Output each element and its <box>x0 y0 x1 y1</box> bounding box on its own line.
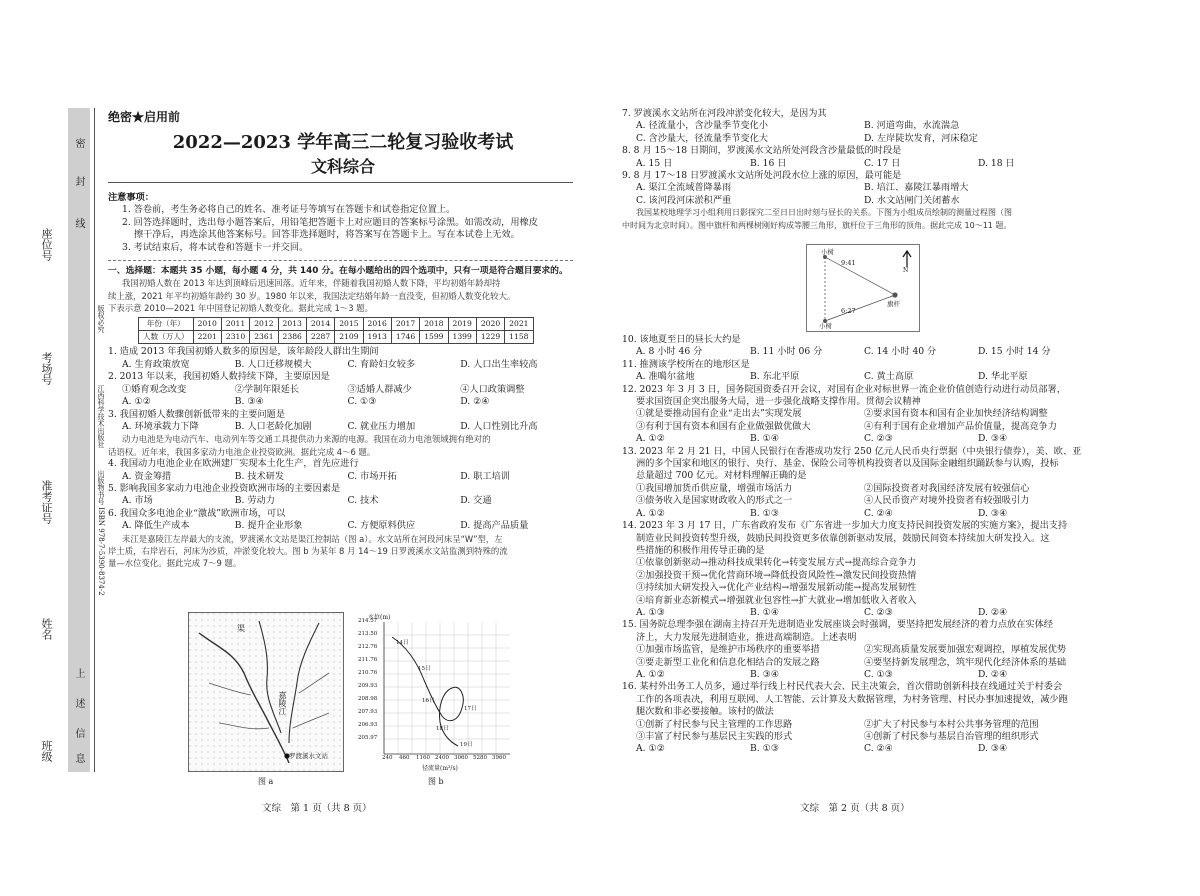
exam-room-label: 考场号 <box>40 352 53 385</box>
seal-char: 信 <box>73 728 84 738</box>
y-tick: 206.93 <box>358 722 378 728</box>
seal-char: 线 <box>73 218 84 228</box>
sub-item: ③债务收入是国家财政收入的形式之一 <box>636 495 793 507</box>
option[interactable]: A. 8 小时 46 分 <box>636 346 703 358</box>
sub-item: ①创新了村民参与民主管理的工作思路 <box>636 718 793 730</box>
sub-item: ③丰富了村民参与基层民主实践的形式 <box>636 731 793 742</box>
sub-item: ①我国增加货币供应量，增强市场活力 <box>636 482 793 494</box>
map-label: 嘉陵江 <box>278 691 287 715</box>
passage-line: 岸土质，右岸岩石，河床为沙质，冲淤变化较大。图 b 为某年 8 月 14～19 日罗渡溪水文站监测到特殊的流 <box>108 545 508 556</box>
note-item: 3. 考试结束后，将本试卷和答题卡一并交回。 <box>122 241 309 253</box>
table-cell: 2018 <box>420 317 448 330</box>
question-stem: 14. 2023 年 3 月 17 日，广东省政府发布《广东省进一步加大力度支持民间投资发展的实施方案》，提出支持 <box>622 520 1068 532</box>
sub-item-row <box>622 731 1092 743</box>
option[interactable]: C. 技术 <box>347 495 379 507</box>
figure-shadow-diagram <box>806 244 920 332</box>
notes-divider <box>108 260 573 261</box>
option-row <box>622 195 1092 207</box>
option[interactable]: D. ②④ <box>460 396 490 408</box>
table-cell: 2010 <box>193 317 221 330</box>
map-label: 渠 <box>237 624 245 633</box>
time-label: 9:41 <box>841 259 856 267</box>
plot-svg <box>362 612 522 772</box>
option-row <box>622 743 1092 755</box>
y-tick: 208.98 <box>358 696 378 702</box>
table-cell: 1158 <box>505 331 533 344</box>
y-tick: 213.50 <box>358 631 378 637</box>
page-footer-right: 文综 第 2 页（共 8 页） <box>800 803 910 814</box>
option-row <box>108 359 573 371</box>
seal-char: 密 <box>73 138 84 148</box>
sub-item: ④有利于国有企业增加产品价值量，提高竞争力 <box>864 420 1057 432</box>
option[interactable]: C. 黄土高原 <box>864 371 914 383</box>
option-row <box>622 433 1092 445</box>
sub-item: ④人口政策调整 <box>460 383 525 395</box>
seal-char: 上 <box>73 668 84 678</box>
seal-char: 息 <box>73 753 84 763</box>
question-stem: 10. 该地夏至日的昼长大约是 <box>622 334 741 345</box>
passage-line: 动力电池是为电动汽车、电动列车等交通工具提供动力来源的电源。我国在动力电池领域拥有绝对的 <box>122 434 491 445</box>
question-stem: 4. 我国动力电池企业在欧洲建厂实现本土化生产，首先应进行 <box>108 458 359 470</box>
option[interactable]: C. 14 小时 40 分 <box>864 346 937 358</box>
option-row <box>108 495 573 507</box>
question-stem: 15. 国务院总理李强在湖南主持召开先进制造业发展座谈会时强调，要坚持把发展经济的着力点放在实体经 <box>622 619 1053 631</box>
option-row <box>622 158 1092 170</box>
left-column <box>108 192 573 570</box>
retain-note: 版权必究 <box>97 305 105 333</box>
sub-item: ①依靠创新驱动→推动科技成果转化→转变发展方式→提高综合竞争力 <box>636 557 917 569</box>
sub-item: ③持续加大研发投入→优化产业结构→增强发展新动能→提高发展韧性 <box>636 582 917 594</box>
date-label: 16日 <box>422 698 435 704</box>
table-cell: 2017 <box>391 317 419 330</box>
sub-item: ④人民币资产对境外投资者有较强吸引力 <box>864 495 1030 507</box>
table-cell: 2013 <box>278 317 306 330</box>
sub-item-row <box>622 719 1092 731</box>
option[interactable]: B. 11 小时 06 分 <box>750 346 823 358</box>
table-row <box>139 317 534 330</box>
option[interactable]: B. 人口迁移规模大 <box>234 358 312 370</box>
date-label: 19日 <box>460 742 473 748</box>
sub-item: ④要坚持新发展理念，筑牢现代化经济体系的基础 <box>864 656 1067 668</box>
option[interactable]: A. 降低生产成本 <box>122 520 190 532</box>
table-cell: 2015 <box>335 317 363 330</box>
binding-strip <box>68 108 90 772</box>
sub-item: ①婚育观念改变 <box>122 383 187 395</box>
option-row <box>622 508 1092 520</box>
sub-item: ②加强投资干预→优化营商环境→降低投资风险性→激发民间投资热情 <box>636 569 917 581</box>
secret-mark: 绝密★启用前 <box>108 110 181 124</box>
option[interactable]: B. 提升企业形象 <box>234 520 303 532</box>
sub-item: ②实现高质量发展要加强宏观调控，厚植发展优势 <box>864 644 1067 656</box>
note-item: 1. 答卷前，考生务必将自己的姓名、准考证号等填写在答题卡和试卷指定位置上。 <box>122 204 456 216</box>
table-row <box>139 331 534 344</box>
option-row <box>622 120 1092 132</box>
option-row <box>622 669 1092 681</box>
option[interactable]: B. ③④ <box>234 396 264 408</box>
table-cell: 1599 <box>420 331 448 344</box>
question-stem: 洲的多个国家和地区的银行、央行、基金、保险公司等机构投资者以及国际金融组织踊跃参与认购，投标 <box>636 458 1059 470</box>
x-tick: 5280 <box>473 755 487 761</box>
option[interactable]: A. 资金筹措 <box>122 470 172 482</box>
passage-line: 续上涨，2021 年平均初婚年龄约 30 岁。1980 年以来，我国法定结婚年龄一直没变，但初婚人数变化较大。 <box>108 290 516 301</box>
sub-item: ②扩大了村民参与本村公共事务管理的范围 <box>864 718 1039 730</box>
y-tick: 205.97 <box>358 735 378 741</box>
option[interactable]: A. 环境承载力下降 <box>122 420 199 432</box>
question-stem: 6. 我国众多电池企业“激战”欧洲市场，可以 <box>108 507 286 519</box>
option[interactable]: B. ①③ <box>750 743 780 755</box>
x-tick: 240 <box>382 755 393 761</box>
question-stem: 3. 我国初婚人数骤创新低带来的主要问题是 <box>108 408 286 420</box>
seal-char: 封 <box>73 176 84 186</box>
option[interactable]: D. 华北平原 <box>978 371 1028 383</box>
north-label: N <box>903 267 909 274</box>
question-stem: 5. 影响我国多家动力电池企业投资欧洲市场的主要因素是 <box>108 482 341 494</box>
sub-item-row <box>108 384 573 396</box>
option-row <box>108 421 573 433</box>
option[interactable]: D. 水文站闸门关闭蓄水 <box>864 194 960 206</box>
rating-curve <box>392 637 463 746</box>
y-tick: 212.76 <box>358 644 378 650</box>
note-item: 擦干净后，再选涂其他答案标号。回答非选择题时，将答案写在答题卡上。写在本试卷上无效。 <box>134 229 520 241</box>
river-map-svg <box>189 613 343 771</box>
option[interactable]: A. ①② <box>636 668 665 680</box>
option[interactable]: B. ①③ <box>750 507 780 519</box>
sub-item-row <box>622 644 1092 656</box>
tree-label: 小树 <box>821 248 834 256</box>
note-item: 2. 回答选择题时，选出每小题答案后，用铅笔把答题卡上对应题目的答案标号涂黑。如需改动，用橡皮 <box>122 216 538 228</box>
figure-a-river-map <box>188 612 344 772</box>
option[interactable]: A. 准噶尔盆地 <box>636 371 695 383</box>
option[interactable]: B. 培江、嘉陵江暴雨增大 <box>864 182 969 194</box>
sub-item: ①就是要推动国有企业“走出去”实现发展 <box>636 408 802 420</box>
class-label: 班级 <box>40 740 53 762</box>
figure-b-caption: 图 b <box>428 777 444 786</box>
option[interactable]: D. ②④ <box>978 606 1008 618</box>
figure-b-plot <box>358 612 522 772</box>
table-cell: 2011 <box>221 317 249 330</box>
sub-item: ②国际投资者对我国经济发展有较强信心 <box>864 482 1030 494</box>
option[interactable]: D. 提高产品质量 <box>460 520 529 532</box>
option[interactable]: D. ③④ <box>978 433 1008 445</box>
question-stem: 11. 推测该学校所在的地形区是 <box>622 358 750 370</box>
question-stem: 制造业民间投资转型升级，鼓励民间投资更多依靠创新驱动发展，鼓励民间资本持续加大研发投入。这 <box>636 532 1050 544</box>
question-stem: 些措施的积极作用传导正确的是 <box>636 544 765 556</box>
option[interactable]: D. 左岸陡坎发育，河床稳定 <box>864 132 978 144</box>
question-stem: 总量超过 700 亿元。对材料理解正确的是 <box>636 470 807 482</box>
sub-item: ①加强市场监管，是维护市场秩序的重要举措 <box>636 644 820 656</box>
passage-line: 话语权。近年来，我国多家动力电池企业投资欧洲。据此完成 4～6 题。 <box>108 446 376 457</box>
option[interactable]: A. 渠江全流域普降暴雨 <box>636 182 732 194</box>
option[interactable]: D. 交通 <box>460 495 492 507</box>
option[interactable]: A. 径流量小，含沙量季节变化小 <box>636 120 768 132</box>
notes-heading: 注意事项： <box>108 192 154 203</box>
y-axis-title: 水位(m) <box>368 614 391 621</box>
option[interactable]: B. 16 日 <box>750 157 787 169</box>
date-label: 14日 <box>396 640 409 646</box>
y-tick: 214.57 <box>358 618 378 624</box>
table-cell: 2310 <box>221 331 249 344</box>
publisher-note: 江西科学技术出版社 <box>97 385 105 448</box>
option[interactable]: C. 17 日 <box>864 157 901 169</box>
option-row <box>622 607 1092 619</box>
option[interactable]: A. ①② <box>122 396 151 408</box>
x-tick: 3960 <box>492 755 506 761</box>
option[interactable]: C. 含沙量大，径流量季节变化大 <box>636 132 768 144</box>
table-cell: 2109 <box>335 331 363 344</box>
option[interactable]: B. ①④ <box>750 606 780 618</box>
table-cell: 1229 <box>476 331 504 344</box>
option[interactable]: B. ③④ <box>750 668 780 680</box>
option[interactable]: C. 方便原料供应 <box>347 520 416 532</box>
option[interactable]: C. ②③ <box>864 433 894 445</box>
passage-line: 我国初婚人数在 2013 年达到顶峰后迅速回落。近年来，伴随着我国初婚人数下降，平均初婚年龄却持 <box>122 278 501 289</box>
option[interactable]: C. ①③ <box>347 396 377 408</box>
sub-item: ③适婚人群减少 <box>347 383 412 395</box>
sub-item-row <box>622 657 1092 669</box>
table-header: 年份（年） <box>139 317 194 330</box>
name-label: 姓名 <box>40 618 53 640</box>
table-cell: 2020 <box>476 317 504 330</box>
option[interactable]: B. 河道弯曲，水流湍急 <box>864 120 960 132</box>
pole-label: 旗杆 <box>887 300 900 308</box>
passage-line: 耒江是嘉陵江左岸最大的支流，罗渡溪水文站是渠江控制站（图 a）。水文站所在河段河床呈“W”型，左 <box>122 533 503 544</box>
option[interactable]: A. 市场 <box>122 495 153 507</box>
figure-a-caption: 图 a <box>258 777 274 786</box>
table-cell: 2012 <box>250 317 278 330</box>
option[interactable]: C. 育龄妇女较多 <box>347 358 416 370</box>
sub-item: ②要求国有资本和国有企业加快经济结构调整 <box>864 408 1048 420</box>
sub-item: ③有利于国有资本和国有企业做强做优做大 <box>636 420 811 432</box>
question-stem: 腿次数和非必要接触。该村的做法 <box>636 706 774 718</box>
passage-line: 量—水位变化。据此完成 7～9 题。 <box>108 558 242 569</box>
marriage-table <box>138 317 534 345</box>
option[interactable]: A. ①② <box>636 433 665 445</box>
option[interactable]: C. 市场开拓 <box>347 470 397 482</box>
table-cell: 2021 <box>505 317 533 330</box>
option[interactable]: B. 技术研发 <box>234 470 285 482</box>
sub-item: ④培育新业态新模式→增强就业包容性→扩大就业→增加低收入者收入 <box>636 594 917 606</box>
exam-subject: 文科综合 <box>310 157 375 176</box>
x-tick: 1160 <box>416 755 430 761</box>
section-heading: 一、选择题：本题共 35 小题，每小题 4 分，共 140 分。在每小题给出的四个选项中，只有一项是符合题目要求的。 <box>108 266 568 277</box>
isbn-note: 出版物书号 ISBN 978-7-5390-8374-2 <box>97 470 105 596</box>
question-stem: 16. 某村外出务工人员多，通过举行线上村民代表大会、民主决策会，首次借助创新科技在线通过关于村委会 <box>622 681 1063 693</box>
table-cell: 2019 <box>448 317 476 330</box>
sub-item: ③要走新型工业化和信息化相结合的发展之路 <box>636 656 820 668</box>
option-row <box>108 471 573 483</box>
option[interactable]: D. ②④ <box>978 668 1008 680</box>
option[interactable]: D. 15 小时 14 分 <box>978 346 1051 358</box>
option[interactable]: D. 18 日 <box>978 157 1015 169</box>
option[interactable]: C. ②④ <box>864 507 894 519</box>
passage-line: 下表示意 2010—2021 年中国登记初婚人数变化。据此完成 1～3 题。 <box>108 303 373 314</box>
sub-item-row <box>622 495 1092 507</box>
date-label: 15日 <box>418 666 431 672</box>
x-tick: 3060 <box>454 755 468 761</box>
tree-label: 小树 <box>819 322 832 330</box>
option-row <box>622 133 1092 145</box>
table-cell: 1399 <box>448 331 476 344</box>
option[interactable]: A. ①② <box>636 507 665 519</box>
sub-item-row <box>622 483 1092 495</box>
north-arrow-icon <box>903 251 911 267</box>
option[interactable]: C. ①③ <box>864 668 894 680</box>
option-row <box>622 371 1092 383</box>
option[interactable]: B. ①④ <box>750 433 780 445</box>
option[interactable]: B. 劳动力 <box>234 495 275 507</box>
sub-item-row <box>622 421 1092 433</box>
option[interactable]: C. ②③ <box>864 606 894 618</box>
option[interactable]: C. 该河段河床淤积严重 <box>636 194 732 206</box>
option[interactable]: C. ②④ <box>864 743 894 755</box>
y-tick: 210.76 <box>358 670 378 676</box>
table-header: 人数（万人） <box>139 331 194 344</box>
option[interactable]: A. 15 日 <box>636 157 673 169</box>
x-axis-title: 径流量(m³/s) <box>422 765 458 772</box>
option[interactable]: D. ③④ <box>978 743 1008 755</box>
exam-title: 2022—2023 学年高三二轮复习验收考试 <box>172 132 514 153</box>
question-stem: 1. 造成 2013 年我国初婚人数多的原因是，该年龄段人群出生期间 <box>108 346 379 358</box>
table-cell: 1913 <box>363 331 391 344</box>
table-cell: 2386 <box>278 331 306 344</box>
question-stem: 济上，大力发展先进制造业，推进高端制造。上述表明 <box>636 631 857 643</box>
option[interactable]: A. ①③ <box>636 606 665 618</box>
passage-line: 我国某校地理学习小组利用日影探究二至日日出时刻与昼长的关系。下图为小组成员绘制的测量过程图（图 <box>636 208 1012 218</box>
table-cell: 2361 <box>250 331 278 344</box>
page-footer-left: 文综 第 1 页（共 8 页） <box>262 803 372 814</box>
option-row <box>108 396 573 408</box>
seal-char: 述 <box>73 698 84 708</box>
sub-item: ④创新了村民参与基层自治管理的组织形式 <box>864 731 1039 742</box>
option[interactable]: A. ①② <box>636 743 665 755</box>
option[interactable]: D. 人口出生率较高 <box>460 358 538 370</box>
date-label: 18日 <box>436 726 449 732</box>
passage-line: 中时间为北京时间）。图中旗杆和两棵树刚好构成等腰三角形，旗杆位于三角形的顶角。据此完成 10～11 题。 <box>622 220 1012 230</box>
date-label: 17日 <box>464 706 477 712</box>
table-cell: 2014 <box>306 317 334 330</box>
option-row <box>622 182 1092 194</box>
x-tick: 2400 <box>435 755 449 761</box>
y-tick: 207.93 <box>358 709 378 715</box>
question-stem: 13. 2023 年 2 月 21 日，中国人民银行在香港成功发行 250 亿元人民币央行票据（中央银行债券），美、欧、亚 <box>622 445 1082 457</box>
time-label: 6:27 <box>841 307 856 315</box>
x-tick: 460 <box>399 755 410 761</box>
question-stem: 2. 2013 年以来，我国初婚人数持续下降，主要原因是 <box>108 371 330 383</box>
right-column-top <box>622 108 1092 232</box>
seat-no-label: 座位号 <box>40 228 53 261</box>
option[interactable]: C. 就业压力增加 <box>347 420 416 432</box>
y-tick: 209.93 <box>358 683 378 689</box>
option-row <box>622 346 1092 358</box>
option[interactable]: B. 东北平原 <box>750 371 800 383</box>
table-cell: 2201 <box>193 331 221 344</box>
station-label: 罗渡溪水文站 <box>289 752 328 760</box>
binding-line <box>94 108 95 772</box>
question-stem: 8. 8 月 15～18 日期间，罗渡溪水文站所处河段含沙量最低的时段是 <box>622 145 902 157</box>
question-stem: 7. 罗渡溪水文站所在河段冲淤变化较大，是因为其 <box>622 108 827 119</box>
table-cell: 2016 <box>363 317 391 330</box>
admission-no-label: 准考证号 <box>40 480 53 524</box>
option[interactable]: B. 人口老龄化加剧 <box>234 420 312 432</box>
shadow-diagram-svg <box>807 245 919 331</box>
question-stem: 12. 2023 年 3 月 3 日，国务院国资委召开会议，对国有企业对标世界一流企业价值创造行动进行动员部署， <box>622 383 1066 395</box>
question-stem: 9. 8 月 17～18 日罗渡溪水文站所处河段水位上涨的原因，最可能是 <box>622 170 902 182</box>
option[interactable]: D. 人口性别比升高 <box>460 420 538 432</box>
y-tick: 211.76 <box>358 657 378 663</box>
sub-item: ②学制年限延长 <box>234 383 300 395</box>
right-column-bottom <box>622 334 1092 756</box>
question-stem: 工作的各项表决，利用互联网、人工智能、云计算及大数据管理，为村务管理、村民办事加速提效，减少跑 <box>636 693 1068 705</box>
sub-item-row <box>622 408 1092 420</box>
header-rule <box>108 182 573 183</box>
question-stem: 要求国资国企突出服务大局，进一步强化战略支撑作用。贯彻会议精神 <box>636 396 921 408</box>
option[interactable]: A. 生育政策放宽 <box>122 358 190 370</box>
option[interactable]: D. ③④ <box>978 507 1008 519</box>
table-cell: 2287 <box>306 331 334 344</box>
option[interactable]: D. 职工培训 <box>460 470 510 482</box>
table-cell: 1746 <box>391 331 419 344</box>
option-row <box>108 520 573 532</box>
